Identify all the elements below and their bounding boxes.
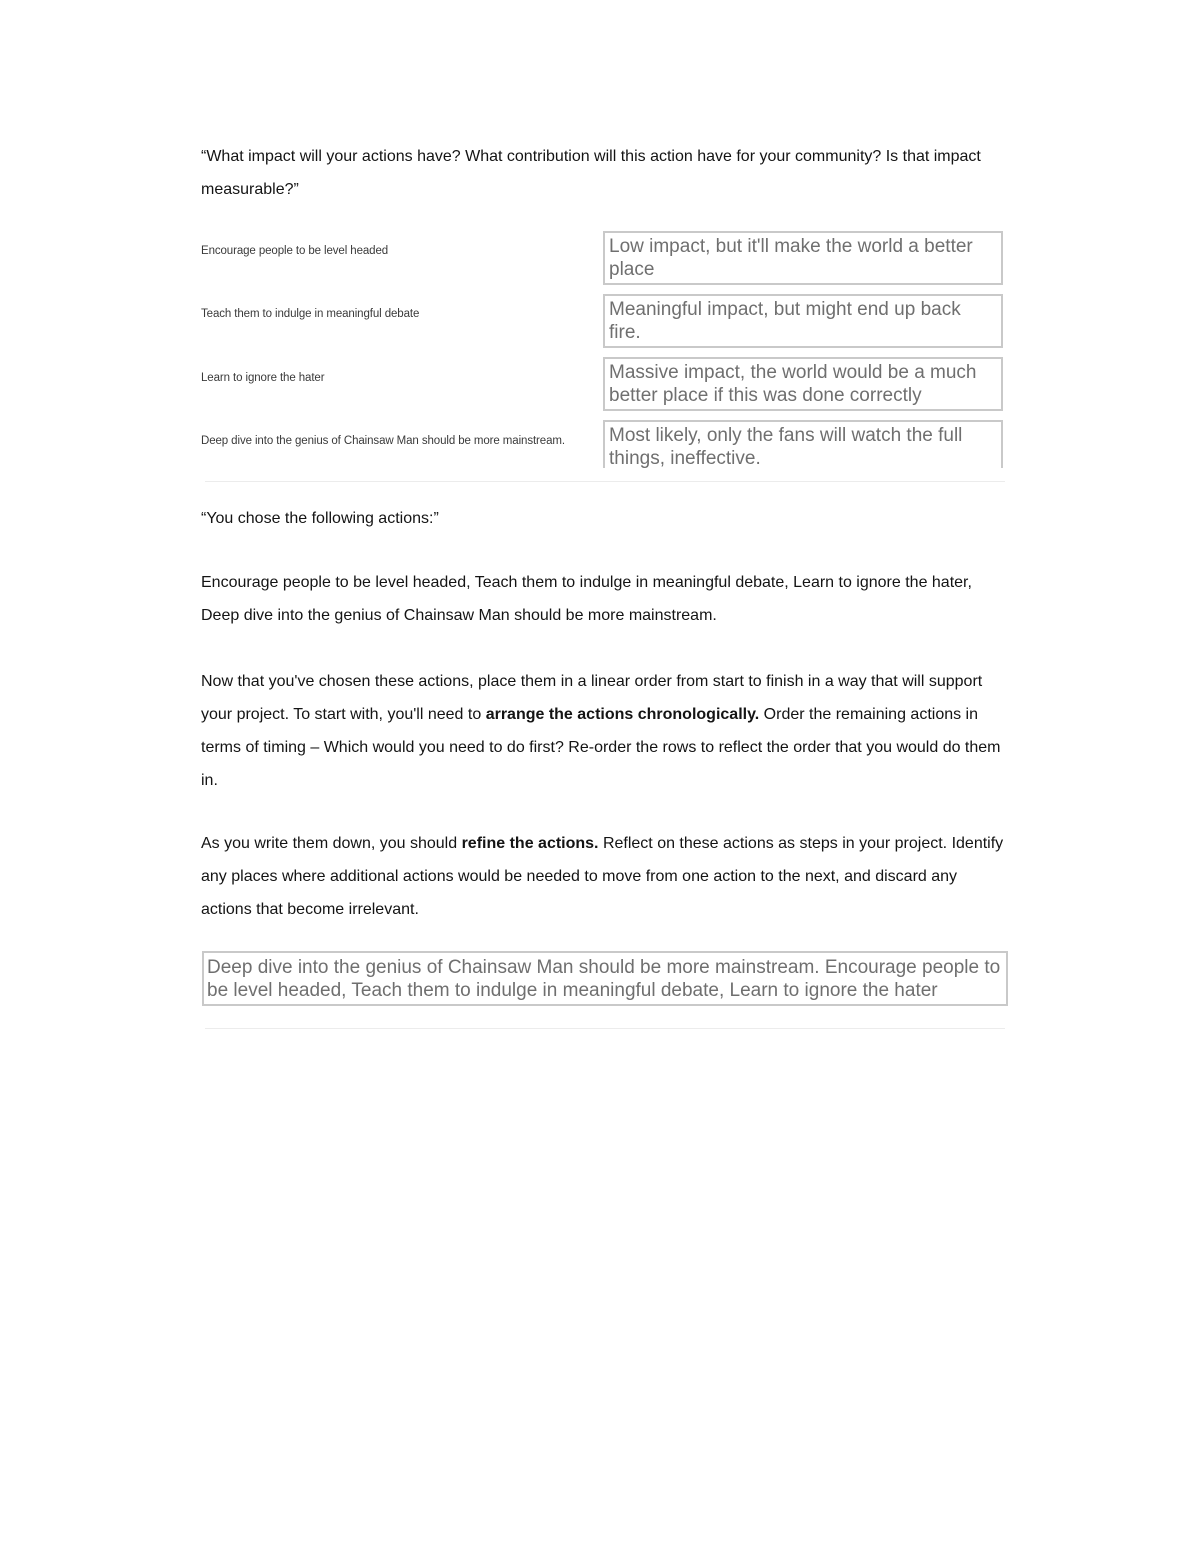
arrange-instructions: [201, 665, 1011, 797]
impact-field-3[interactable]: Massive impact, the world would be a much better place if this was done correctly: [603, 357, 1003, 411]
section-divider: [205, 481, 1005, 482]
action-label-3: Learn to ignore the hater: [201, 372, 325, 384]
chosen-actions-heading: “You chose the following actions:”: [201, 510, 439, 527]
arrange-emphasis: arrange the actions chronologically.: [485, 706, 760, 723]
refine-text-1: As you write them down, you should: [201, 835, 462, 852]
refine-instructions: [201, 827, 1011, 926]
impact-field-2[interactable]: Meaningful impact, but might end up back fire.: [603, 294, 1003, 348]
impact-field-1[interactable]: Low impact, but it'll make the world a better place: [603, 231, 1003, 285]
impact-field-4[interactable]: Most likely, only the fans will watch the full things, ineffective.: [603, 420, 1003, 468]
chosen-actions-list: Encourage people to be level headed, Teach them to indulge in meaningful debate, Learn to ignore the hater, Deep dive into the genius of Chainsaw Man should be more mainstream.: [201, 574, 972, 624]
ordered-actions-field[interactable]: Deep dive into the genius of Chainsaw Man should be more mainstream. Encourage people to be level headed, Teach them to indulge in meaningful debate, Learn to ignore the hater: [202, 951, 1008, 1006]
refine-emphasis: refine the actions.: [461, 835, 599, 852]
arrange-text-1: Now that you've chosen these actions, place them in a linear order from start to finish in a way that will support your project. To start with, you'll need to: [201, 673, 983, 723]
refine-text-2: Reflect on these actions as steps in your project. Identify any places where additional actions would be needed to move from one action to the next, and discard any actions that become irrelevant.: [201, 835, 1004, 918]
impact-question: “What impact will your actions have? What contribution will this action have for your community? Is that impact measurable?”: [201, 148, 981, 198]
bottom-divider: [205, 1028, 1005, 1029]
action-label-2: Teach them to indulge in meaningful debate: [201, 308, 420, 320]
arrange-text-2: Order the remaining actions in terms of timing – Which would you need to do first? Re-order the rows to reflect the order that you would do them in.: [201, 706, 1001, 789]
action-label-1: Encourage people to be level headed: [201, 245, 389, 257]
action-label-4: Deep dive into the genius of Chainsaw Man should be more mainstream.: [201, 435, 565, 447]
